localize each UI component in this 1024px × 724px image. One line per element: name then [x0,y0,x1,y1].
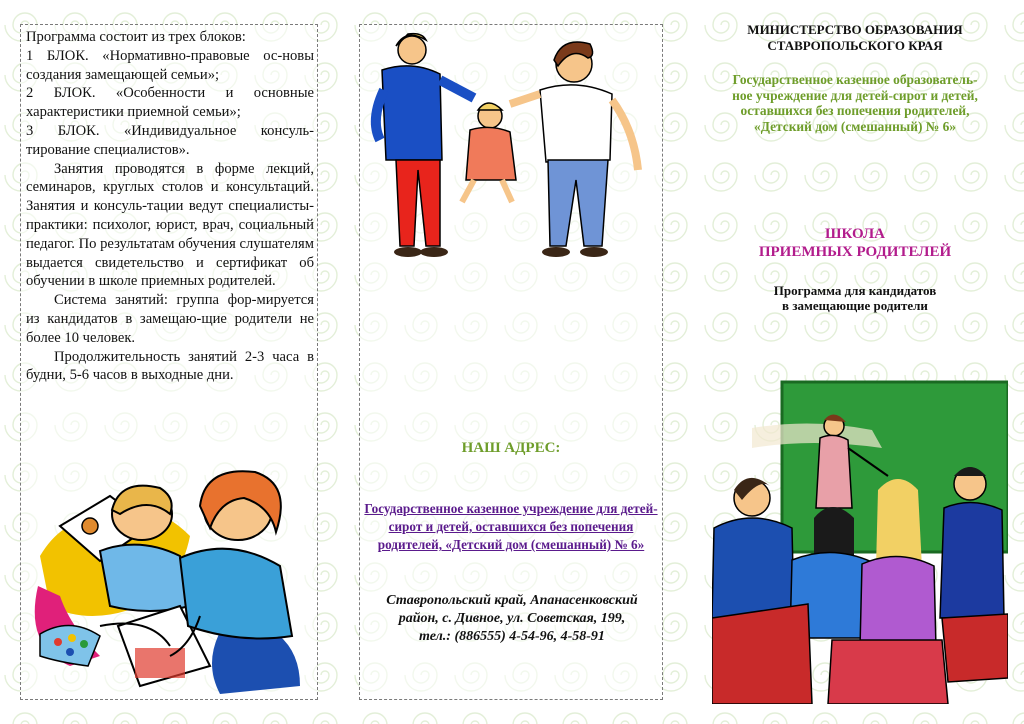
group-info: Система занятий: группа фор-мируется из кандидатов в замещаю-щие родители не более 10 человек. [26,292,314,346]
address-line: район, с. Дивное, ул. Советская, 199, [398,611,626,626]
classroom-illustration [712,378,1008,704]
block-2: 2 БЛОК. «Особенности и основные характеристики приемной семьи»; [26,85,314,121]
mother-child-drawing-illustration [30,466,312,698]
program-line: Программа для кандидатов [773,283,937,298]
ministry-title [700,22,1010,54]
institution-line: оставшихся без попечения родителей, [740,103,970,118]
ministry-line: СТАВРОПОЛЬСКОГО КРАЯ [767,38,943,53]
address-line: Ставропольский край, Апанасенковский [386,593,638,608]
family-illustration [362,30,658,276]
school-line: ШКОЛА [825,226,885,242]
program-subtitle [700,283,1010,313]
block-3: 3 БЛОК. «Индивидуальное консуль-тирование специалистов». [26,122,314,158]
school-title [700,225,1010,261]
program-description [26,28,314,385]
ministry-line: МИНИСТЕРСТВО ОБРАЗОВАНИЯ [747,22,963,37]
institution-name [700,72,1010,134]
program-intro: Программа состоит из трех блоков: [26,29,246,45]
classes-info: Занятия проводятся в форме лекций, семинаров, круглых столов и консультаций. Занятия и консуль-тации ведут специалисты-практики: психолог, юрист, врач, социальный педагог. По результатам обучения слушателям выдается свидетельство и сертификат об обучении в школе приемных родителей. [26,160,314,290]
institution-line: Государственное казенное образователь- [732,72,978,87]
program-line: в замещающие родители [782,298,928,313]
duration-info: Продолжительность занятий 2-3 часа в будни, 5-6 часов в выходные дни. [26,348,314,384]
address-details [362,592,662,646]
school-line: ПРИЕМНЫХ РОДИТЕЛЕЙ [758,244,952,260]
phone-line: тел.: (886555) 4-54-96, 4-58-91 [419,629,605,644]
address-heading: НАШ АДРЕС: [461,440,561,456]
block-1: 1 БЛОК. «Нормативно-правовые ос-новы создания замещающей семьи»; [26,47,314,83]
institution-line: «Детский дом (смешанный) № 6» [754,118,956,134]
institution-link[interactable]: Государственное казенное учреждение для детей-сирот и детей, оставшихся без попечения родителей, «Детский дом (смешанный) № 6» [364,501,658,552]
institution-line: ное учреждение для детей-сирот и детей, [732,87,978,103]
